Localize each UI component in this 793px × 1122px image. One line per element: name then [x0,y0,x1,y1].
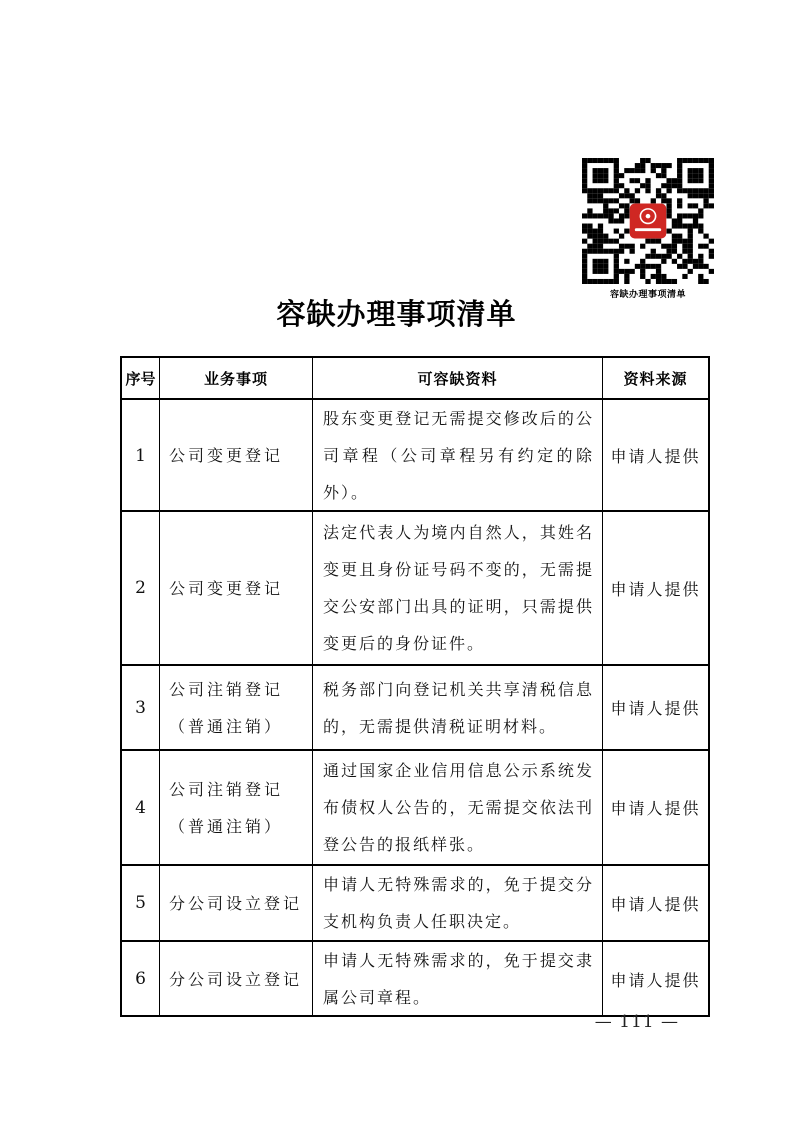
cell-material: 法定代表人为境内自然人，其姓名变更且身份证号码不变的，无需提交公安部门出具的证明，只需提供变更后的身份证件。 [312,512,602,664]
table-row [122,940,708,1015]
cell-item [159,866,312,940]
qr-code-icon [582,158,714,284]
qr-block [582,158,714,300]
cell-no: 6 [135,969,146,989]
cell-source: 申请人提供 [602,512,708,664]
cell-item-line: 公司注销登记 [169,779,284,799]
cell-source: 申请人提供 [602,400,708,511]
cell-item-line: （普通注销） [169,816,284,836]
table-row [122,864,708,940]
cell-item-line: （普通注销） [169,716,284,736]
table-row [122,749,708,864]
page-number: — 111 — [594,1012,679,1032]
column-header-item: 业务事项 [159,358,312,398]
cell-no: 2 [135,578,146,598]
table-header-row [122,358,708,398]
table-row [122,398,708,510]
cell-item-line: 公司变更登记 [169,578,284,598]
cell-source: 申请人提供 [602,942,708,1016]
data-table [120,356,710,1017]
cell-no: 4 [135,797,146,818]
cell-item [159,400,312,511]
cell-item [159,942,312,1016]
cell-material: 申请人无特殊需求的，免于提交分支机构负责人任职决定。 [312,866,602,940]
column-header-no: 序号 [125,369,156,388]
cell-material: 税务部门向登记机关共享清税信息的，无需提供清税证明材料。 [312,666,602,749]
column-header-source: 资料来源 [602,358,708,398]
cell-item-line: 分公司设立登记 [169,893,303,913]
cell-item-line: 公司变更登记 [169,446,284,465]
cell-source: 申请人提供 [602,751,708,864]
cell-material: 申请人无特殊需求的，免于提交隶属公司章程。 [312,942,602,1016]
cell-item [159,751,312,864]
cell-item [159,512,312,664]
table-row [122,664,708,749]
cell-item-line: 公司注销登记 [169,679,284,699]
column-header-material: 可容缺资料 [312,358,602,398]
cell-item [159,666,312,749]
qr-center-logo [630,204,667,239]
cell-no: 1 [135,445,146,466]
cell-material: 通过国家企业信用信息公示系统发布债权人公告的，无需提交依法刊登公告的报纸样张。 [312,751,602,864]
qr-caption: 容缺办理事项清单 [609,290,686,300]
table-row [122,510,708,664]
cell-no: 3 [135,697,146,718]
cell-source: 申请人提供 [602,866,708,940]
cell-no: 5 [135,893,146,913]
cell-material: 股东变更登记无需提交修改后的公司章程（公司章程另有约定的除外）。 [312,400,602,511]
page-title: 容缺办理事项清单 [276,297,517,331]
cell-item-line: 分公司设立登记 [169,969,303,989]
cell-source: 申请人提供 [602,666,708,749]
